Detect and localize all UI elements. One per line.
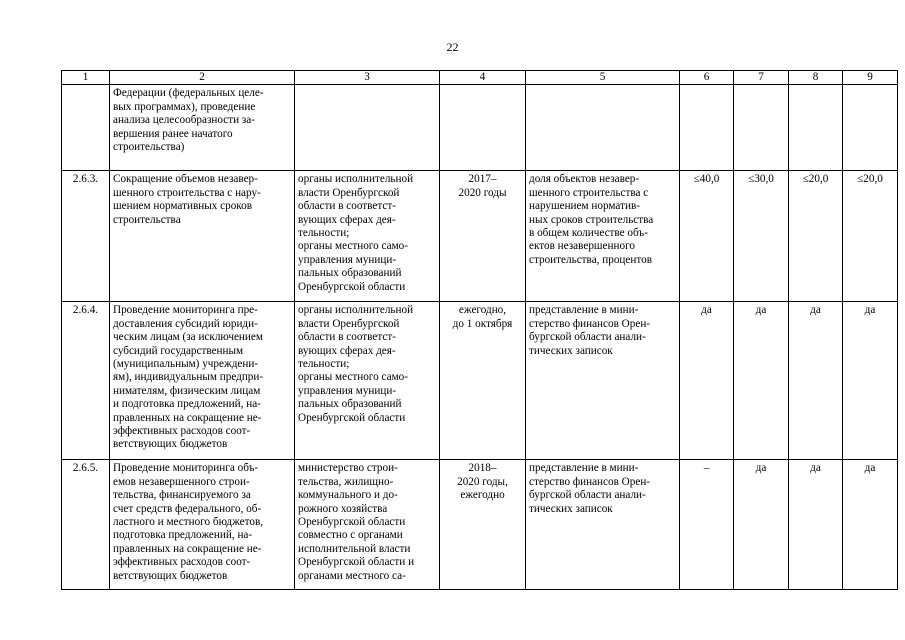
value-2019 (789, 85, 843, 171)
indicator-text: представление в мини- стерство финансов Орен- бургской области анали- тических записок (526, 302, 680, 460)
table-row (62, 302, 898, 460)
value-2018 (734, 85, 789, 171)
column-number: 9 (843, 71, 898, 85)
executor-text: органы исполнительной власти Оренбургской области в соответст- вующих сферах дея- тельности; органы местного само- управления муници- пальных образований Оренбургской области (295, 171, 440, 302)
value-2019: ≤20,0 (789, 171, 843, 302)
value-2018: ≤30,0 (734, 171, 789, 302)
value-2018: да (734, 302, 789, 460)
column-number: 6 (680, 71, 734, 85)
measure-text: Проведение мониторинга пре- доставления субсидий юриди- ческим лицам (за исключением субсидий государственным (муниципальным) учреждени- ям), индивидуальным предпри- нимателям, физическим лицам и подготовка предложений, на- правленных на сокращение не- эффективных расходов соот- ветствующих бюджетов (110, 302, 295, 460)
value-2020: ≤20,0 (843, 171, 898, 302)
indicator-text: доля объектов незавер- шенного строительства с нарушением норматив- ных сроков строительства в общем количестве объ- ектов незавершенного строительства, процентов (526, 171, 680, 302)
value-2017: – (680, 460, 734, 590)
executor-text (295, 85, 440, 171)
table-row (62, 85, 898, 171)
column-number: 2 (110, 71, 295, 85)
value-2019: да (789, 302, 843, 460)
column-number: 3 (295, 71, 440, 85)
executor-text: министерство строи- тельства, жилищно- коммунального и до- рожного хозяйства Оренбургской области совместно с органами исполнительной власти Оренбургской области и органами местного са- (295, 460, 440, 590)
table-row (62, 171, 898, 302)
value-2018: да (734, 460, 789, 590)
measures-table (61, 70, 898, 590)
value-2020: да (843, 460, 898, 590)
value-2017 (680, 85, 734, 171)
column-number: 8 (789, 71, 843, 85)
measure-text: Федерации (федеральных целе- вых программах), проведение анализа целесообразности за- вершения ранее начатого строительства) (110, 85, 295, 171)
item-number: 2.6.4. (62, 302, 110, 460)
value-2019: да (789, 460, 843, 590)
item-number (62, 85, 110, 171)
term-text: ежегодно, до 1 октября (440, 302, 526, 460)
column-number: 7 (734, 71, 789, 85)
value-2020 (843, 85, 898, 171)
column-number-row (62, 71, 898, 85)
term-text: 2018– 2020 годы, ежегодно (440, 460, 526, 590)
measure-text: Сокращение объемов незавер- шенного строительства с нару- шением нормативных сроков строительства (110, 171, 295, 302)
indicator-text: представление в мини- стерство финансов Орен- бургской области анали- тических записок (526, 460, 680, 590)
value-2020: да (843, 302, 898, 460)
column-number: 5 (526, 71, 680, 85)
column-number: 4 (440, 71, 526, 85)
item-number: 2.6.3. (62, 171, 110, 302)
executor-text: органы исполнительной власти Оренбургской области в соответст- вующих сферах дея- тельности; органы местного само- управления муници- пальных образований Оренбургской области (295, 302, 440, 460)
item-number: 2.6.5. (62, 460, 110, 590)
table-row (62, 460, 898, 590)
term-text: 2017– 2020 годы (440, 171, 526, 302)
measure-text: Проведение мониторинга объ- емов незавершенного строи- тельства, финансируемого за счет средств федерального, об- ластного и местного бюджетов, подготовка предложений, на- правленных на сокращение не- эффективных расходов соот- ветствующих бюджетов (110, 460, 295, 590)
page-number: 22 (446, 40, 459, 54)
column-number: 1 (62, 71, 110, 85)
value-2017: ≤40,0 (680, 171, 734, 302)
indicator-text (526, 85, 680, 171)
value-2017: да (680, 302, 734, 460)
term-text (440, 85, 526, 171)
